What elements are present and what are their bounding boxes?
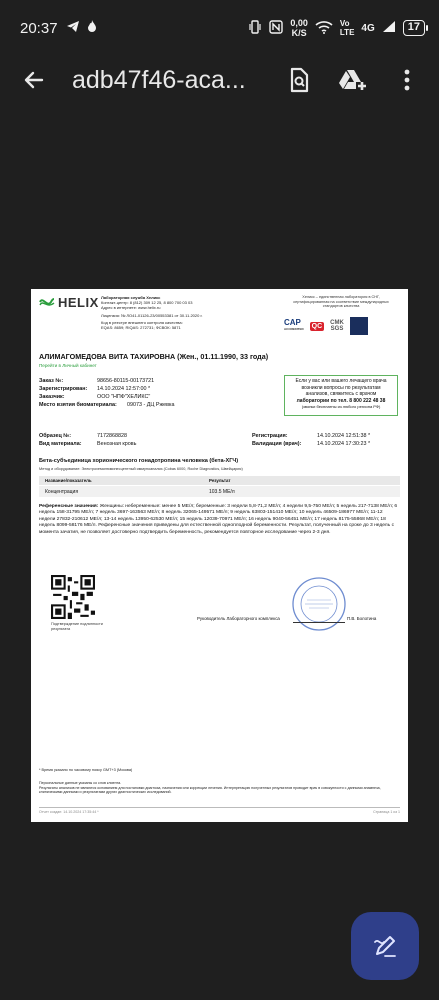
- sample-label: Образец №:: [39, 433, 72, 439]
- cap-sub-text: ACCREDITED: [284, 327, 304, 331]
- telegram-icon: [66, 20, 80, 37]
- results-header-name: Название/показатель: [45, 478, 92, 483]
- helix-certification-text: [281, 295, 401, 309]
- more-vert-icon[interactable]: [387, 60, 427, 100]
- net-speed-value: 0,00: [290, 18, 308, 28]
- helix-logo: [39, 295, 99, 310]
- lab-quality-codes: EQAS: 8659; RIQAS: 272731; ФСВОК: 5871: [101, 325, 181, 331]
- test-method: Метод и оборудование: Электрохемилюминесцентный иммуноанализ (Cobas 6000, Roche Diagnostics, Швейцария): [39, 467, 243, 471]
- certification-logos: [284, 317, 368, 335]
- volte-indicator: [340, 19, 355, 37]
- order-info: [39, 377, 267, 409]
- signer-name: П.В. Болотина: [347, 616, 377, 621]
- add-to-drive-icon[interactable]: [333, 60, 373, 100]
- edit-fab-button[interactable]: [351, 912, 419, 980]
- test-title: Бета-субъединица хорионического гонадотропина человека (бета-ХГЧ): [39, 458, 239, 464]
- goto-cabinet-link[interactable]: Перейти в Личный кабинет: [39, 363, 97, 368]
- qr-code[interactable]: [51, 575, 95, 619]
- disclaimer: [39, 781, 400, 795]
- helix-logo-text: HELIX: [58, 295, 99, 310]
- cap-logo: [284, 319, 304, 333]
- sample-info: [39, 432, 400, 448]
- edit-pen-icon: [371, 932, 399, 960]
- reference-text: Женщины: небеременные: менее 5 МЕ/л; беременные: 3 недели 5,8-71,2 МЕ/л; 4 недели 9,5-750 МЕ/л; 5 недель 217-7138 МЕ/л; 6 недель 158-31795 МЕ/л; 7 недель 3697-163563 МЕ/л; 8 недель 32065-149571 МЕ/л; 9 недель 63803-151410 МЕ/л; 10 недель 46509-186977 МЕ/л; 11-12 недели 27832-210612 МЕ/л; 13-14 недель 13950-62530 МЕ/л; 15 недель 12039-70971 МЕ/л; 16 недель 9040-56451 МЕ/л; 17 недель 8175-55868 МЕ/л; 18 недель 8099-58176 МЕ/л. Референсные значения приведены для естественной одноплодной беременности. Результат, полученный на сроке до 3 недель с момента зачатия, не позволяет достоверно подтвердить беременность, рекомендуется повторное исследование через 2-3 дня.: [39, 504, 398, 535]
- lab-contact: Контакт-центр: 8 (812) 309 12 25, 8 800 700 03 03: [101, 300, 193, 306]
- order-row: [39, 401, 267, 409]
- search-document-icon[interactable]: [279, 60, 319, 100]
- doctor-contact-box: [284, 375, 398, 416]
- volte-top: Vo: [339, 19, 350, 28]
- order-row: [39, 393, 267, 401]
- document-footer: [39, 807, 400, 814]
- sample-value: 7172868828: [97, 433, 127, 439]
- cert-text-line1: Хеликс – единственная лаборатория в СНГ,: [302, 295, 380, 299]
- cmk-text: CMK: [330, 320, 344, 326]
- callbox-line: анализов, свяжитесь с врачом: [305, 391, 377, 398]
- disclaimer-line: Персональные данные указаны со слов клиента.: [39, 781, 122, 785]
- sample-label: Регистрация:: [252, 433, 288, 439]
- back-arrow-icon[interactable]: [14, 60, 54, 100]
- qr-caption: Подтверждение подлинности результата: [51, 622, 103, 631]
- cert-text-line3: стандартов качества: [322, 304, 360, 309]
- order-row: [39, 385, 267, 393]
- lab-quality-code-label: Код в реестре внешнего контроля качества:: [101, 319, 183, 325]
- results-table: [39, 476, 400, 497]
- network-type: 4G: [361, 22, 375, 34]
- result-name: Концентрация: [45, 488, 79, 495]
- nfc-icon: [269, 20, 283, 37]
- order-value: 14.10.2024 12:57:00 *: [97, 386, 151, 392]
- order-value: 98656-80115-00173721: [97, 378, 155, 384]
- results-header: [39, 476, 400, 485]
- callbox-phone: лаборатории по тел. 8 800 222 48 38: [296, 397, 386, 404]
- wifi-icon: [315, 20, 333, 37]
- callbox-note: (звонки бесплатны из любого региона РФ): [301, 404, 381, 410]
- document-header: [39, 295, 400, 335]
- order-row: [39, 377, 267, 385]
- vibrate-icon: [248, 20, 262, 37]
- helix-logo-mark: [39, 296, 55, 309]
- signature-line: [293, 622, 345, 623]
- patient-name: АЛИМАГОМЕДОВА ВИТА ТАХИРОВНА (Жен., 01.11.1990, 33 года): [39, 352, 269, 361]
- time-footnote: * Время указано по часовому поясу GMT+3 (Москва): [39, 768, 133, 772]
- callbox-line: возникли вопросы по результатам: [301, 384, 381, 391]
- document-page[interactable]: [31, 289, 408, 822]
- reference-label: Референсные значения:: [39, 504, 99, 509]
- fire-icon: [87, 20, 97, 37]
- reference-values: [39, 504, 400, 536]
- sample-label: Вид материала:: [39, 441, 82, 447]
- callbox-line: Если у вас или вашего лечащего врача: [295, 378, 387, 384]
- sample-row: [39, 440, 400, 448]
- net-speed-unit: K/S: [291, 28, 307, 38]
- cert-text-line2: сертифицированная на соответствие международных: [293, 299, 389, 304]
- quality-mark-logo: [350, 317, 368, 335]
- cmk-sgs-logo: [330, 320, 344, 332]
- sgs-text: SGS: [330, 326, 344, 332]
- order-label: Заказ №:: [39, 378, 64, 384]
- lab-name: Лабораторная служба Хеликс: [101, 295, 161, 300]
- battery-icon: [403, 20, 425, 36]
- battery-level: 17: [407, 21, 420, 33]
- sample-value: 14.10.2024 17:30:23 *: [317, 441, 371, 447]
- net-speed: [290, 18, 308, 38]
- lab-stamp: [291, 576, 347, 632]
- sample-value: Венозная кровь: [97, 441, 137, 447]
- lab-website: Адрес в интернете: www.helix.ru: [101, 305, 161, 311]
- report-created: Отчет создан: 14.10.2024 17:35:44 *: [39, 810, 99, 814]
- lab-license: Лицензия: № ЛО41-01126-23/00553381 от 30.11.2020 г.: [101, 312, 203, 318]
- disclaimer-text: Результаты анализов не являются основанием для постановки диагноза, назначения или коррекции лечения. Интерпретацию полученных результатов проводит врач в совокупности с данными анамнеза, клиническими данными и результатами других диагностических исследований.: [39, 785, 381, 795]
- results-header-result: Результат: [209, 478, 231, 483]
- sample-value: 14.10.2024 12:51:38 *: [317, 433, 371, 439]
- order-value: 09073 - ДЦ Ржевка: [127, 402, 175, 408]
- qc-logo: QC: [311, 322, 323, 330]
- order-label: Заказчик:: [39, 394, 65, 400]
- order-label: Зарегистрирован:: [39, 386, 88, 392]
- status-bar: [0, 0, 439, 56]
- sample-label: Валидация (врач):: [252, 441, 302, 447]
- signal-icon: [382, 20, 396, 36]
- volte-bottom: LTE: [339, 28, 355, 37]
- page-number: Страница 1 из 1: [373, 810, 400, 814]
- lab-info: [101, 295, 251, 330]
- order-value: ООО "НПФ"ХЕЛИКС": [97, 394, 151, 400]
- app-bar: [0, 52, 439, 108]
- file-title: adb47f46-aca...: [72, 65, 246, 94]
- table-row: [39, 486, 400, 497]
- signature-label: Руководитель Лабораторного комплекса: [197, 616, 280, 621]
- result-value: 103.5 МЕ/л: [209, 488, 235, 495]
- order-label: Место взятия биоматериала:: [39, 402, 117, 408]
- clock: 20:37: [20, 19, 58, 37]
- sample-row: [39, 432, 400, 440]
- cap-text: CAP: [284, 318, 301, 327]
